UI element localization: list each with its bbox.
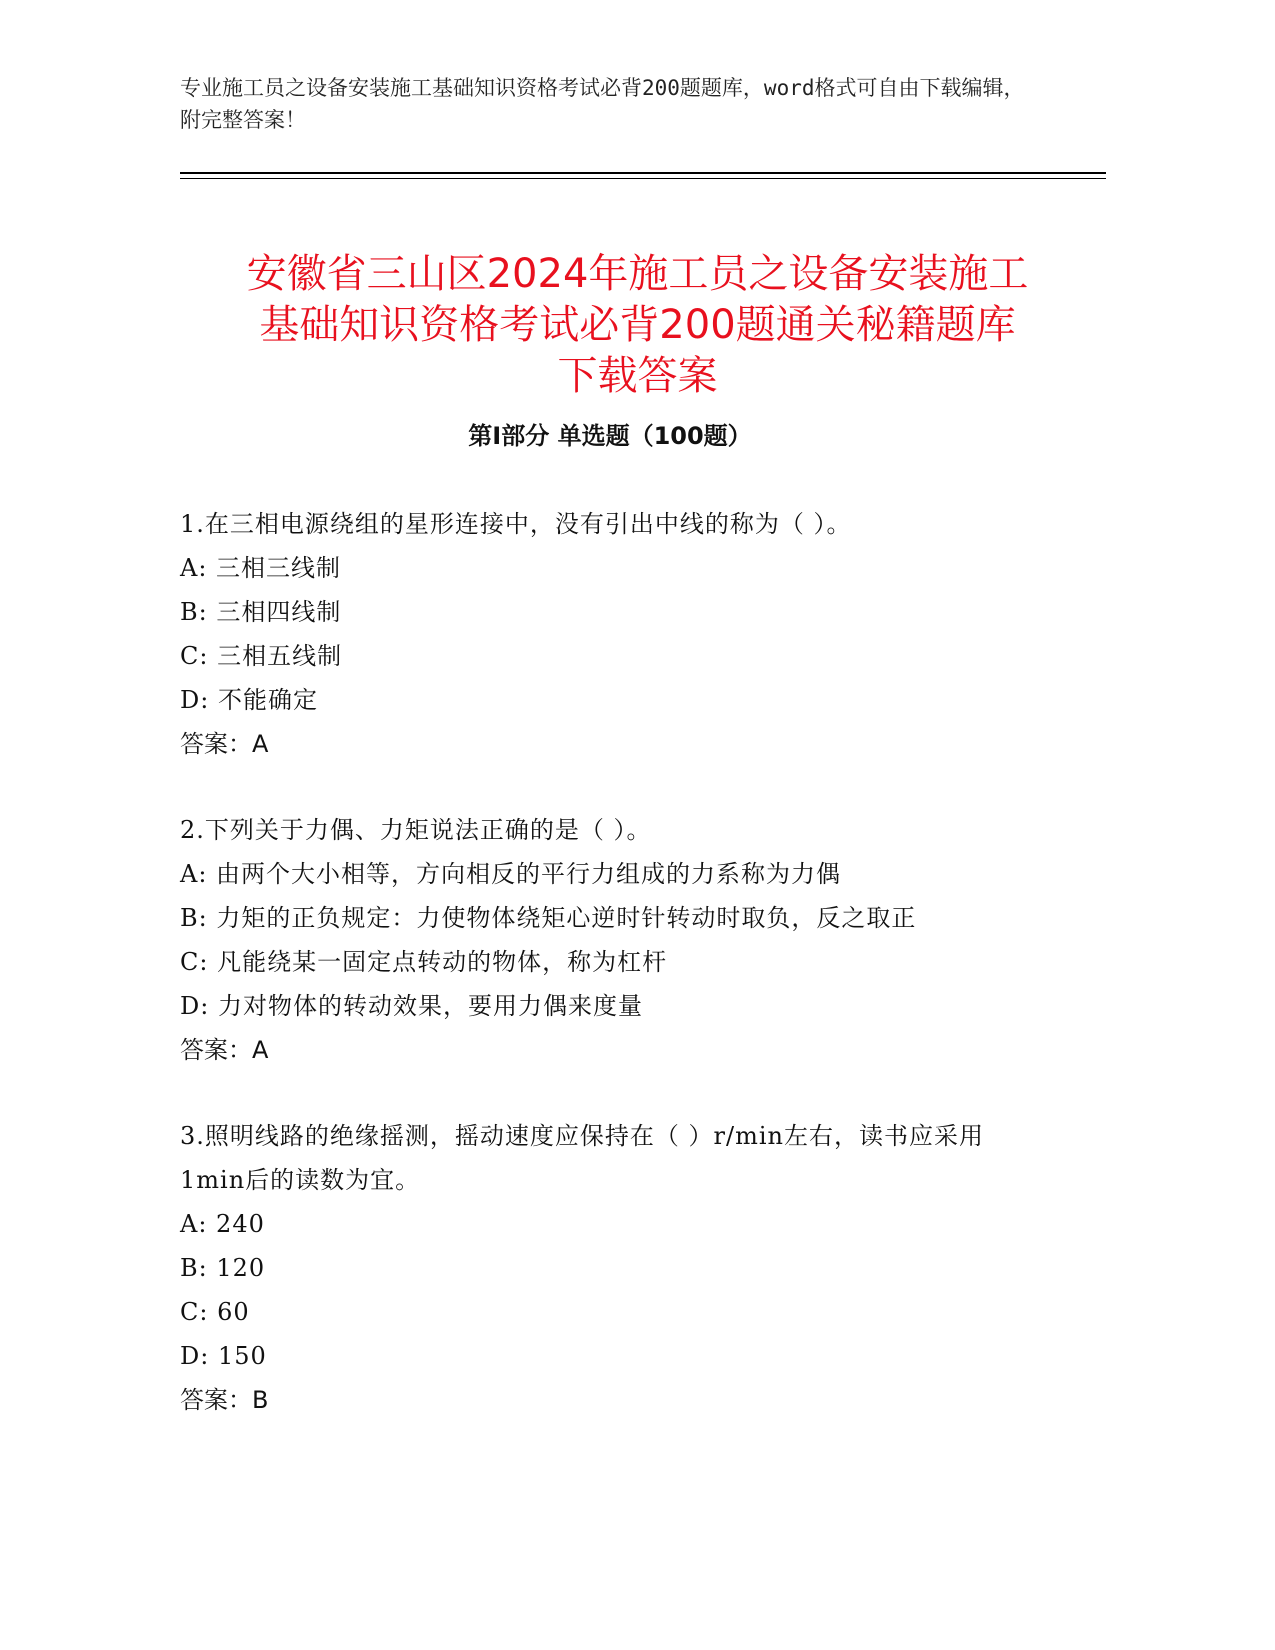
option-c: C: 60 (180, 1298, 250, 1326)
option-d: D: 不能确定 (180, 686, 318, 714)
option-a: A: 三相三线制 (180, 554, 342, 582)
question-stem: 3.照明线路的绝缘摇测，摇动速度应保持在（ ）r/min左右，读书应采用1min后的读数为宜。 (180, 1122, 984, 1194)
question-list (180, 502, 1040, 1464)
answer: 答案：A (180, 730, 269, 758)
option-a: A: 240 (180, 1210, 265, 1238)
section-title: 第Ⅰ部分 单选题（100题） (468, 422, 752, 450)
option-d: D: 力对物体的转动效果，要用力偶来度量 (180, 992, 643, 1020)
answer: 答案：B (180, 1386, 269, 1414)
question-1 (180, 502, 1040, 766)
option-b: B: 三相四线制 (180, 598, 342, 626)
header-divider-thin (180, 178, 1106, 179)
title-line-1: 安徽省三山区2024年施工员之设备安装施工 (246, 250, 1029, 297)
option-c: C: 三相五线制 (180, 642, 343, 670)
question-3 (180, 1114, 1040, 1422)
header-note: 专业施工员之设备安装施工基础知识资格考试必背200题题库，word格式可自由下载编辑，附完整答案！ (180, 76, 1025, 132)
question-2 (180, 808, 1040, 1072)
question-stem: 1.在三相电源绕组的星形连接中，没有引出中线的称为（ ）。 (180, 510, 852, 538)
option-b: B: 力矩的正负规定：力使物体绕矩心逆时针转动时取负，反之取正 (180, 904, 917, 932)
question-stem: 2.下列关于力偶、力矩说法正确的是（ ）。 (180, 816, 652, 844)
document-title (160, 249, 1115, 402)
answer: 答案：A (180, 1036, 269, 1064)
header-divider-thick (180, 172, 1106, 174)
title-line-3: 下载答案 (557, 352, 718, 399)
title-line-2: 基础知识资格考试必背200题通关秘籍题库 (259, 301, 1016, 348)
option-b: B: 120 (180, 1254, 266, 1282)
option-a: A: 由两个大小相等，方向相反的平行力组成的力系称为力偶 (180, 860, 842, 888)
option-c: C: 凡能绕某一固定点转动的物体，称为杠杆 (180, 948, 668, 976)
option-d: D: 150 (180, 1342, 267, 1370)
